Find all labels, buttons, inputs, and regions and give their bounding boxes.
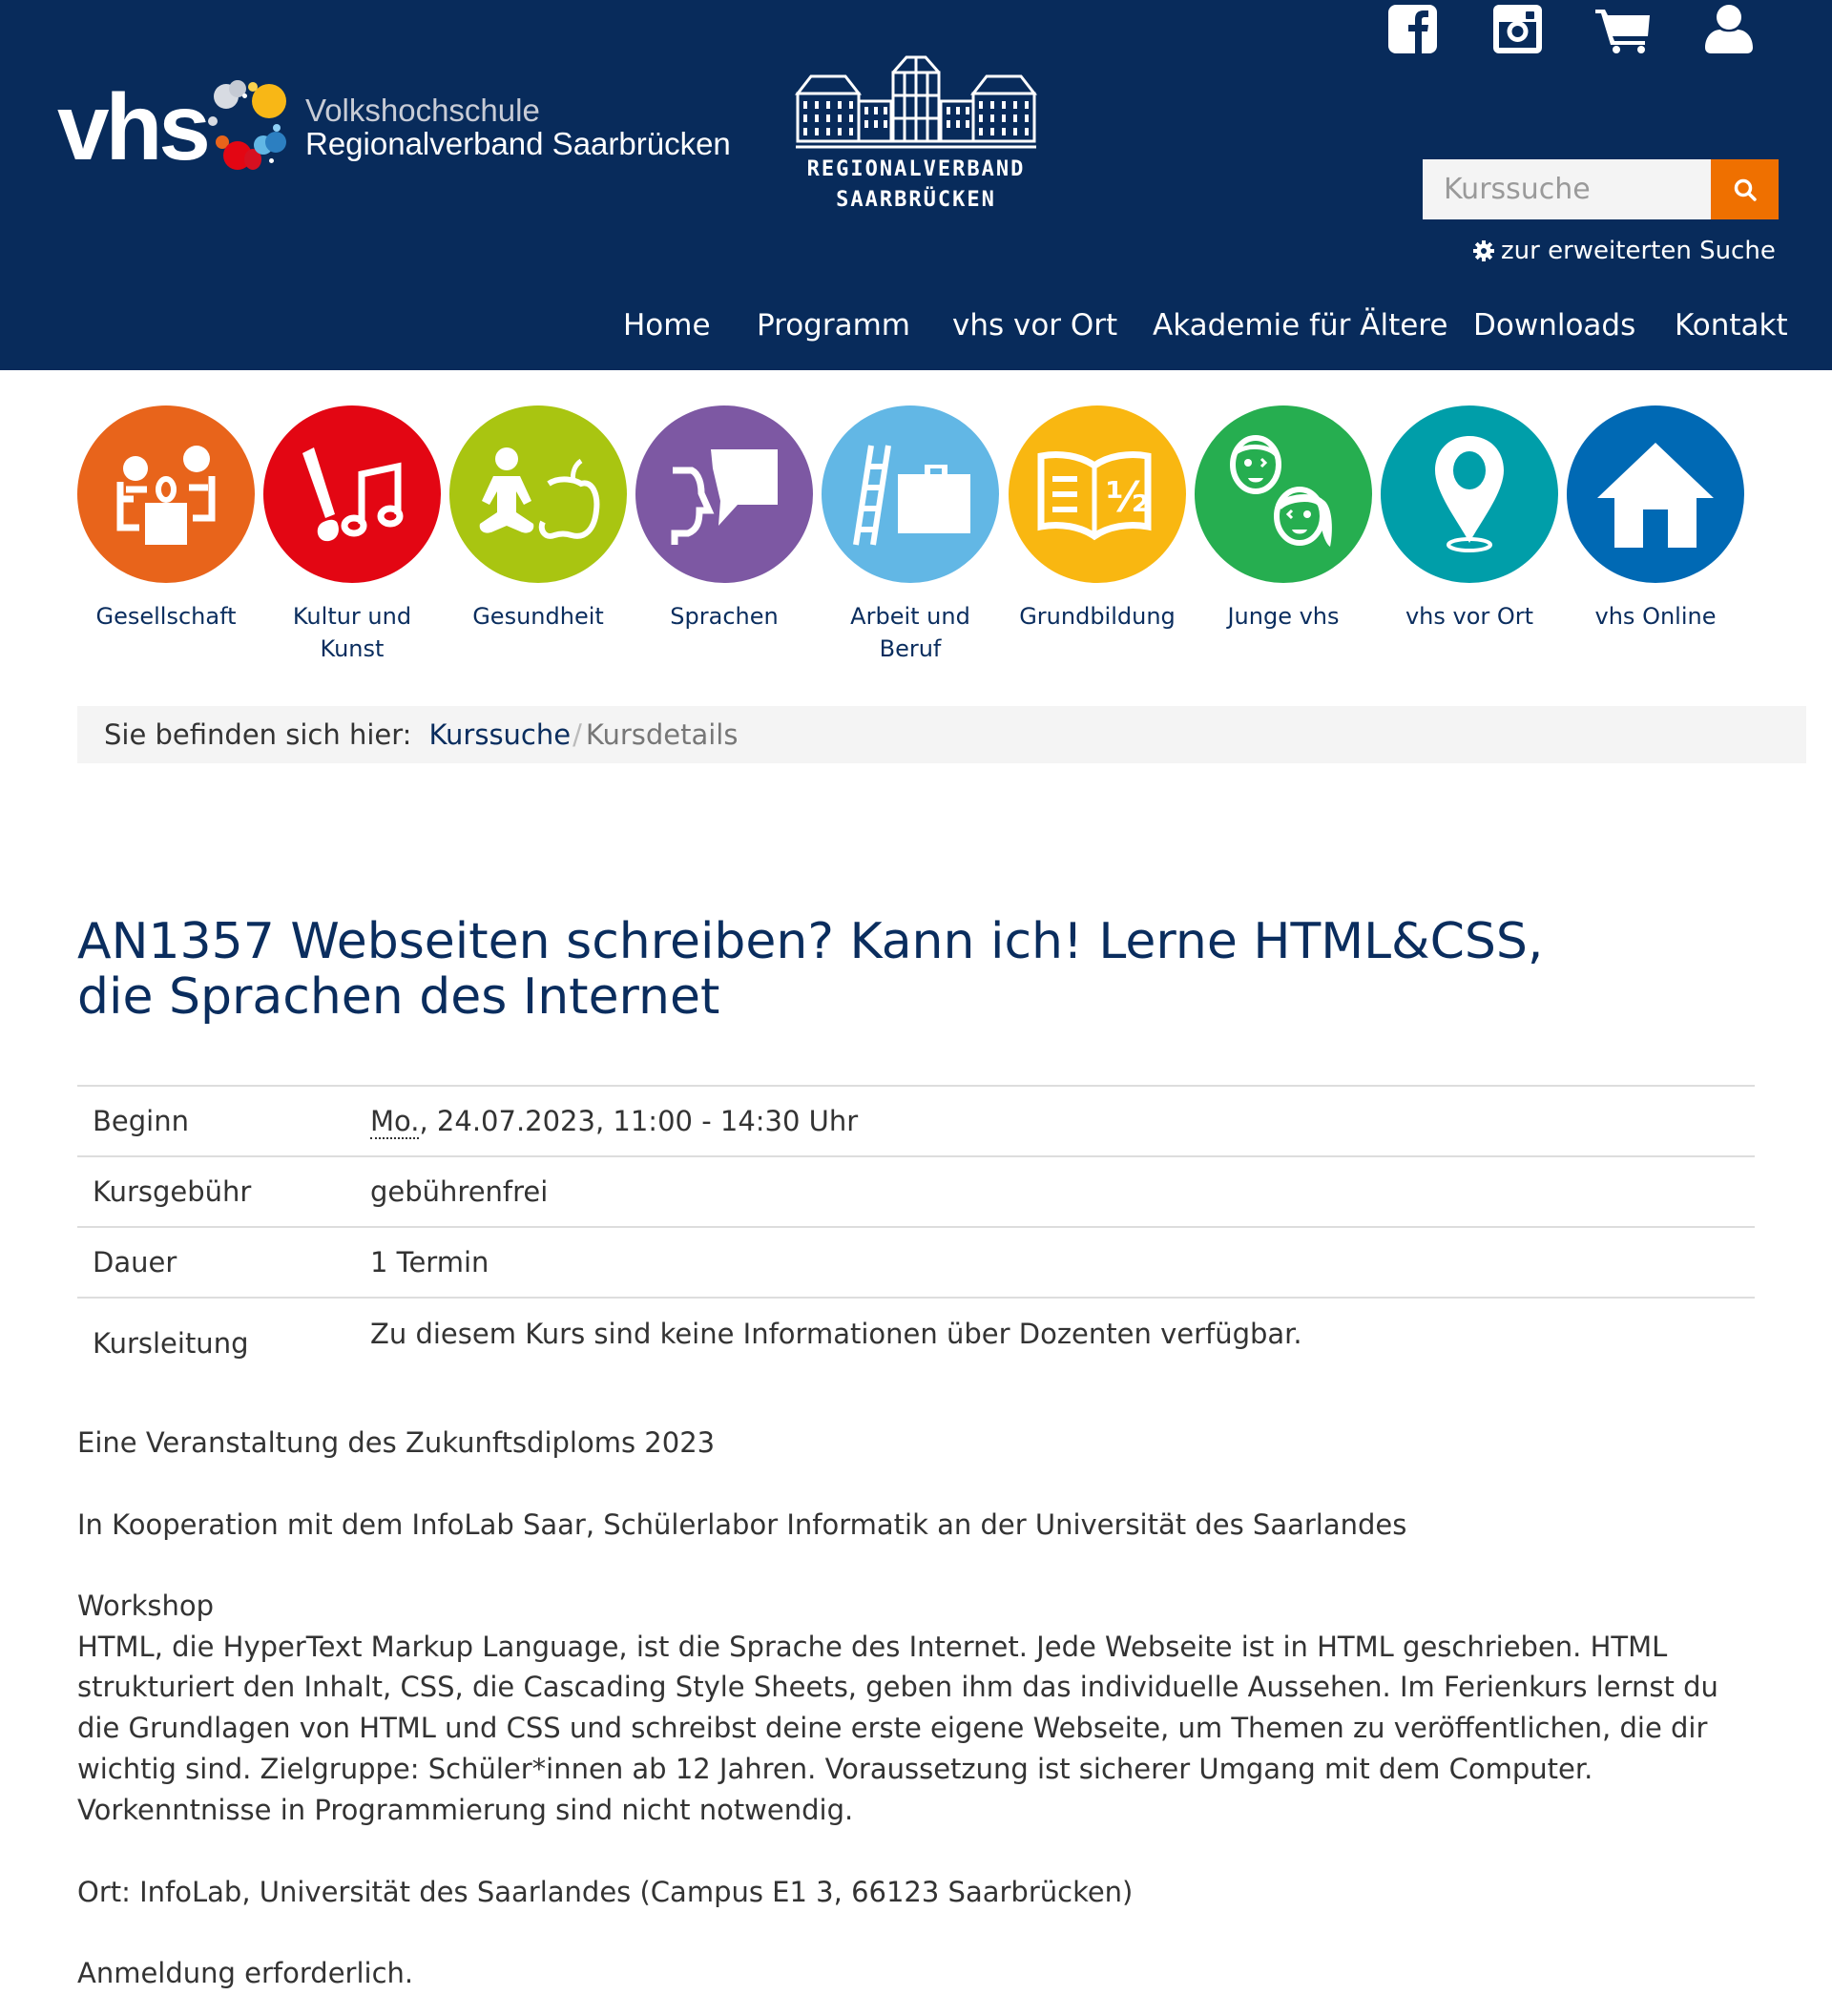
regionalverband-text-2: SAARBRÜCKEN bbox=[836, 188, 996, 212]
category-label: vhs vor Ort bbox=[1405, 603, 1534, 630]
weekday-abbr: Mo. bbox=[370, 1105, 420, 1137]
house-icon bbox=[1593, 437, 1718, 551]
workshop-heading: Workshop bbox=[77, 1590, 215, 1622]
nav-home[interactable]: Home bbox=[623, 308, 711, 343]
kids-faces-icon bbox=[1221, 432, 1345, 556]
cart-icon bbox=[1595, 8, 1651, 53]
people-icon bbox=[109, 442, 223, 547]
category-vhs-online[interactable] bbox=[1567, 405, 1744, 633]
table-row bbox=[77, 1298, 1755, 1391]
breadcrumb-prefix: Sie befinden sich hier: bbox=[104, 718, 412, 751]
nav-downloads[interactable]: Downloads bbox=[1473, 308, 1636, 343]
category-label: Grundbildung bbox=[1019, 603, 1176, 630]
search-icon bbox=[1733, 177, 1758, 202]
description-registration: Anmeldung erforderlich. bbox=[77, 1957, 414, 1989]
breadcrumb-kursdetails: Kursdetails bbox=[585, 718, 739, 751]
date-time: , 24.07.2023, 11:00 - 14:30 Uhr bbox=[419, 1105, 859, 1137]
category-label: Gesellschaft bbox=[95, 603, 237, 630]
ladder-briefcase-icon bbox=[848, 442, 972, 547]
category-circle bbox=[1195, 405, 1372, 583]
main-nav bbox=[0, 303, 1832, 347]
book-half-icon bbox=[1035, 447, 1159, 542]
advanced-search-label: zur erweiterten Suche bbox=[1501, 237, 1776, 265]
vhs-brand-text bbox=[305, 94, 731, 160]
category-junge-vhs[interactable] bbox=[1195, 405, 1372, 633]
regionalverband-text-1: REGIONALVERBAND bbox=[806, 157, 1026, 181]
cart-link[interactable] bbox=[1595, 8, 1651, 57]
speech-head-icon bbox=[667, 442, 781, 547]
user-icon bbox=[1705, 4, 1753, 53]
category-label: Arbeit und Beruf bbox=[850, 603, 970, 662]
vhs-bubbles-icon bbox=[208, 82, 303, 177]
breadcrumb-separator: / bbox=[572, 718, 582, 751]
category-circle bbox=[263, 405, 441, 583]
regionalverband-logo-link[interactable] bbox=[794, 52, 1038, 216]
category-circle bbox=[1567, 405, 1744, 583]
detail-label: Dauer bbox=[77, 1227, 370, 1298]
category-circle bbox=[1381, 405, 1558, 583]
search-submit-button[interactable] bbox=[1711, 159, 1779, 219]
nav-vhs-vor-ort[interactable]: vhs vor Ort bbox=[952, 308, 1118, 343]
instagram-link[interactable] bbox=[1493, 5, 1542, 57]
detail-value bbox=[370, 1086, 1755, 1156]
category-label: Gesundheit bbox=[472, 603, 604, 630]
category-circle bbox=[449, 405, 627, 583]
category-label: Junge vhs bbox=[1227, 603, 1340, 630]
advanced-search-link[interactable] bbox=[1472, 235, 1776, 267]
nav-akademie-fuer-aeltere[interactable]: Akademie für Ältere bbox=[1153, 308, 1448, 343]
breadcrumb bbox=[77, 706, 1806, 763]
instagram-icon bbox=[1493, 5, 1542, 53]
nav-programm[interactable]: Programm bbox=[757, 308, 910, 343]
category-gesundheit[interactable] bbox=[449, 405, 627, 633]
facebook-link[interactable] bbox=[1388, 5, 1437, 57]
building-icon bbox=[794, 52, 1038, 153]
workshop-text: HTML, die HyperText Markup Language, ist die Sprache des Internet. Jede Webseite ist in HTML geschrieben. HTML strukturiert den Inhalt, CSS, die Cascading Style Sheets, geben ihm das individuelle Aussehen. Im Ferienkurs lernst du die Grundlagen von HTML und CSS und schreibst deine erste eigene Webseite, um Themen zu veröffentlichen, die dir wichtig sind. Zielgruppe: Schüler*innen ab 12 Jahren. Voraussetzung ist sicherer Umgang mit dem Computer. Vorkenntnisse in Programmierung sind nicht notwendig. bbox=[77, 1630, 1718, 1826]
nav-kontakt[interactable]: Kontakt bbox=[1675, 308, 1788, 343]
breadcrumb-kurssuche[interactable]: Kurssuche bbox=[428, 718, 572, 751]
category-circle bbox=[1009, 405, 1186, 583]
yoga-apple-icon bbox=[476, 442, 600, 547]
detail-value: 1 Termin bbox=[370, 1227, 1755, 1298]
site-header bbox=[0, 0, 1832, 370]
description-workshop bbox=[77, 1586, 1757, 1830]
user-account-link[interactable] bbox=[1705, 4, 1753, 57]
table-row bbox=[77, 1156, 1755, 1227]
category-circle bbox=[77, 405, 255, 583]
gear-icon bbox=[1472, 239, 1495, 262]
category-circle bbox=[635, 405, 813, 583]
category-arbeit-und-beruf[interactable] bbox=[822, 405, 999, 665]
category-label: Sprachen bbox=[670, 603, 779, 630]
detail-label: Kursgebühr bbox=[77, 1156, 370, 1227]
category-grundbildung[interactable] bbox=[1009, 405, 1186, 633]
table-row bbox=[77, 1227, 1755, 1298]
brand-line-2: Regionalverband Saarbrücken bbox=[305, 126, 731, 161]
brand-line-1: Volkshochschule bbox=[305, 93, 540, 128]
map-pin-icon bbox=[1431, 432, 1508, 556]
detail-label: Beginn bbox=[77, 1086, 370, 1156]
svg-text:½: ½ bbox=[1106, 473, 1150, 522]
vhs-wordmark: vhs bbox=[57, 74, 207, 179]
course-search-input[interactable] bbox=[1423, 159, 1711, 219]
description-paragraph: Eine Veranstaltung des Zukunftsdiploms 2023 bbox=[77, 1426, 716, 1459]
detail-value: gebührenfrei bbox=[370, 1156, 1755, 1227]
category-label: vhs Online bbox=[1594, 603, 1717, 630]
course-details-table bbox=[77, 1085, 1755, 1391]
category-kultur-und-kunst[interactable] bbox=[263, 405, 441, 665]
description-paragraph: In Kooperation mit dem InfoLab Saar, Schülerlabor Informatik an der Universität des Saarlandes bbox=[77, 1508, 1407, 1541]
category-vhs-vor-ort[interactable] bbox=[1381, 405, 1558, 633]
category-sprachen[interactable] bbox=[635, 405, 813, 633]
course-search bbox=[1423, 159, 1779, 219]
detail-label: Kursleitung bbox=[77, 1298, 370, 1391]
category-circle bbox=[822, 405, 999, 583]
description-location: Ort: InfoLab, Universität des Saarlandes (Campus E1 3, 66123 Saarbrücken) bbox=[77, 1876, 1134, 1908]
table-row bbox=[77, 1086, 1755, 1156]
facebook-icon bbox=[1388, 5, 1437, 53]
page-title: AN1357 Webseiten schreiben? Kann ich! Lerne HTML&CSS, die Sprachen des Internet bbox=[77, 913, 1544, 1026]
brush-music-icon bbox=[295, 442, 409, 547]
detail-value: Zu diesem Kurs sind keine Informationen über Dozenten verfügbar. bbox=[370, 1298, 1755, 1391]
category-label: Kultur und Kunst bbox=[292, 603, 412, 662]
category-gesellschaft[interactable] bbox=[77, 405, 255, 633]
